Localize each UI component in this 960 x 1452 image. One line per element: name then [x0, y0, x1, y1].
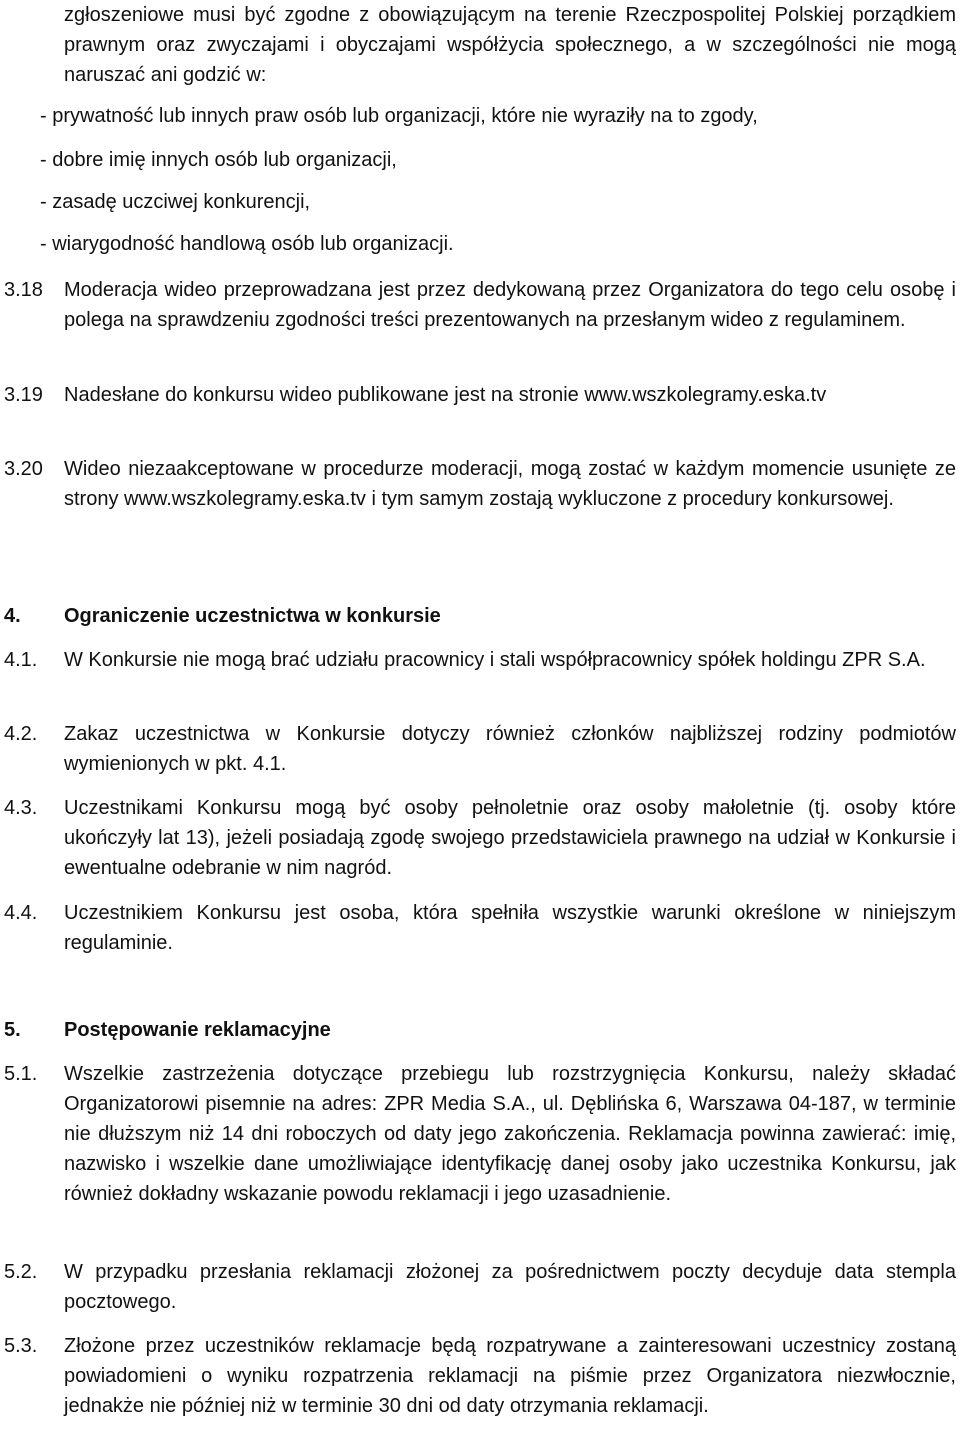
- clause-number: 3.20: [4, 458, 43, 480]
- clause-4-1: [4, 645, 956, 675]
- clause-text: Nadesłane do konkursu wideo publikowane jest na stronie www.wszkolegramy.eska.tv: [64, 384, 827, 406]
- clause-text: W przypadku przesłania reklamacji złożonej za pośrednictwem poczty decyduje data stempla pocztowego.: [64, 1261, 956, 1313]
- section-title: Ograniczenie uczestnictwa w konkursie: [64, 605, 441, 627]
- clause-3-19: [4, 380, 956, 410]
- bullet-item: - dobre imię innych osób lub organizacji,: [40, 149, 397, 171]
- clause-3-18: [4, 275, 956, 335]
- clause-number: 5.1.: [4, 1063, 38, 1085]
- clause-text: Moderacja wideo przeprowadzana jest przez dedykowaną przez Organizatora do tego celu osobę i polega na sprawdzeniu zgodności treści prezentowanych na przesłanym wideo z regulaminem.: [64, 279, 956, 331]
- clause-number: 3.19: [4, 384, 43, 406]
- clause-4-3: [4, 793, 956, 883]
- clause-text: Uczestnikami Konkursu mogą być osoby pełnoletnie oraz osoby małoletnie (tj. osoby które ukończyły lat 13), jeżeli posiadają zgodę swojego przedstawiciela prawnego na udział w Konkursie i ewentualne odebranie w nim nagród.: [64, 797, 956, 879]
- bullet-item: - wiarygodność handlową osób lub organizacji.: [40, 233, 454, 255]
- bullet-item: - zasadę uczciwej konkurencji,: [40, 191, 311, 213]
- clause-text: W Konkursie nie mogą brać udziału pracownicy i stali współpracownicy spółek holdingu ZPR S.A.: [64, 649, 926, 671]
- clause-number: 5.2.: [4, 1261, 38, 1283]
- clause-number: 5.3.: [4, 1335, 38, 1357]
- clause-number: 4.1.: [4, 649, 38, 671]
- clause-4-2: [4, 719, 956, 779]
- clause-number: 4.3.: [4, 797, 38, 819]
- clause-text: Wideo niezaakceptowane w procedurze moderacji, mogą zostać w każdym momencie usunięte ze strony www.wszkolegramy.eska.tv i tym samym zostają wykluczone z procedury konkursowej.: [64, 458, 956, 510]
- clause-text: Złożone przez uczestników reklamacje będą rozpatrywane a zainteresowani uczestnicy zostaną powiadomieni o wyniku rozpatrzenia reklamacji na piśmie przez Organizatora niezwłocznie, jednakże nie później niż w terminie 30 dni od daty otrzymania reklamacji.: [64, 1335, 956, 1417]
- clause-3-20: [4, 454, 956, 514]
- section-number: 4.: [4, 605, 21, 627]
- section-5-heading: [4, 1015, 956, 1045]
- clause-5-3: [4, 1331, 956, 1421]
- section-title: Postępowanie reklamacyjne: [64, 1019, 331, 1041]
- clause-text: Zakaz uczestnictwa w Konkursie dotyczy również członków najbliższej rodziny podmiotów wymienionych w pkt. 4.1.: [64, 723, 956, 775]
- clause-5-1: [4, 1059, 956, 1209]
- clause-number: 4.4.: [4, 902, 38, 924]
- intro-paragraph: zgłoszeniowe musi być zgodne z obowiązującym na terenie Rzeczpospolitej Polskiej porządkiem prawnym oraz zwyczajami i obyczajami współżycia społecznego, a w szczególności nie mogą naruszać ani godzić w:: [64, 4, 956, 86]
- section-4-heading: [4, 601, 956, 631]
- clause-text: Wszelkie zastrzeżenia dotyczące przebiegu lub rozstrzygnięcia Konkursu, należy składać Organizatorowi pisemnie na adres: ZPR Media S.A., ul. Dęblińska 6, Warszawa 04-187, w terminie nie dłuższym niż 14 dni roboczych od daty jego zakończenia. Reklamacja powinna zawierać: imię, nazwisko i wszelkie dane umożliwiające identyfikację danej osoby jako uczestnika Konkursu, jak również dokładny wskazanie powodu reklamacji i jego uzasadnienie.: [64, 1063, 956, 1205]
- bullet-item: - prywatność lub innych praw osób lub organizacji, które nie wyraziły na to zgody,: [40, 105, 758, 127]
- clause-4-4: [4, 898, 956, 958]
- section-number: 5.: [4, 1019, 21, 1041]
- clause-text: Uczestnikiem Konkursu jest osoba, która spełniła wszystkie warunki określone w niniejszym regulaminie.: [64, 902, 956, 954]
- clause-number: 3.18: [4, 279, 43, 301]
- clause-number: 4.2.: [4, 723, 38, 745]
- clause-5-2: [4, 1257, 956, 1317]
